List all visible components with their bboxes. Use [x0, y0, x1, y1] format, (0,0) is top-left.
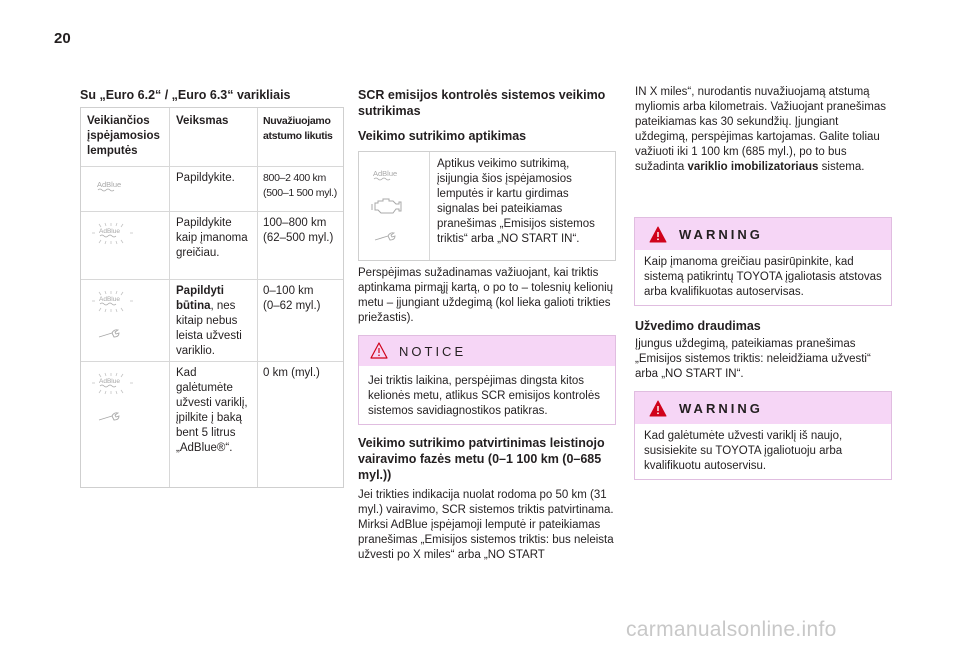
table-row-1-distance-km: 800–2 400 km — [263, 172, 326, 184]
adblue-icon — [371, 168, 405, 187]
adblue-blinking-icon — [91, 372, 135, 401]
table-header-distance: Nuvažiuojamo atstumo likutis — [263, 115, 333, 142]
warning-1-title: WARNING — [679, 227, 763, 242]
warning-box-2 — [634, 391, 892, 480]
right-paragraph-2: Įjungus uždegimą, pateikiamas pranešimas „Emisijos sistemos triktis: neleidžiama užvesti“ arba „NO START IN“. — [635, 338, 871, 380]
adblue-blinking-icon — [91, 290, 135, 319]
table-row-1-distance-mi: (500–1 500 myl.) — [263, 187, 337, 199]
table-row-3-action: Papildyti būtina, nes kitaip nebus leista užvesti variklio. — [176, 285, 242, 357]
fault-lights-box — [358, 151, 616, 261]
wrench-icon — [373, 230, 397, 248]
engine-check-icon — [371, 196, 403, 221]
notice-triangle-icon — [370, 342, 388, 364]
warning-lights-table — [80, 107, 344, 488]
confirmation-paragraph: Jei trikties indikacija nuolat rodoma po 50 km (31 myl.) vairavimo, SCR sistemos triktis patvirtinama. Mirksi AdBlue įspėjamoji lemputė ir pateikiamas pranešimas „Emisijos sistemos triktis: bus neleista užvesti po X miles“ arba „NO START — [358, 489, 614, 561]
right-paragraph-1: IN X miles“, nurodantis nuvažiuojamą atstumą myliomis arba kilometrais. Važiuojant pranešimas pateikiamas kas 30 sekundžių. Įjungiant uždegimą, perspėjimas kartojamas. Galite toliau važiuoti iki 1 100 km (685 myl.), po to bus sužadinta variklio imobilizatoriaus sistema. — [635, 86, 886, 173]
warning-triangle-icon — [649, 400, 667, 422]
table-row-2-action: Papildykite kaip įmanoma greičiau. — [176, 217, 248, 259]
adblue-icon — [95, 179, 129, 198]
warning-2-text: Kad galėtumėte užvesti variklį iš naujo, susisiekite su TOYOTA įgaliotuoju arba kvalifikuotu autoservisu. — [644, 430, 843, 472]
fault-detection-subheading: Veikimo sutrikimo aptikimas — [358, 129, 527, 143]
warning-1-text: Kaip įmanoma greičiau pasirūpinkite, kad sistemą patikrintų TOYOTA įgaliotasis atstovas arba kvalifikuotas autoservisas. — [644, 256, 882, 298]
svg-text:AdBlue: AdBlue — [373, 169, 398, 178]
table-row-4-distance: 0 km (myl.) — [263, 367, 320, 379]
watermark: carmanualsonline.info — [626, 618, 837, 641]
svg-text:AdBlue: AdBlue — [99, 228, 120, 235]
page-number: 20 — [54, 30, 71, 47]
scr-fault-heading: SCR emisijos kontrolės sistemos veikimo sutrikimas — [358, 88, 606, 118]
svg-text:AdBlue: AdBlue — [99, 296, 120, 303]
start-block-heading: Užvedimo draudimas — [635, 319, 761, 333]
wrench-icon — [97, 410, 121, 428]
fault-box-text: Aptikus veikimo sutrikimą, įsijungia šios įspėjamosios lemputės ir kartu girdimas signalas bei pateikiamas pranešimas „Emisijos sistemos triktis“ arba „NO START IN“. — [437, 158, 595, 245]
table-header-lights: Veikiančios įspėjamosios lemputės — [87, 115, 160, 157]
svg-text:AdBlue: AdBlue — [99, 378, 120, 385]
svg-text:AdBlue: AdBlue — [97, 180, 122, 189]
fault-paragraph: Perspėjimas sužadinamas važiuojant, kai triktis aptinkama pirmąjį kartą, o po to – tolesnių kelionių metu – įjungiant uždegimą (kol lieka galioti trikties priežastis). — [358, 267, 614, 324]
notice-title: NOTICE — [399, 344, 467, 359]
warning-2-title: WARNING — [679, 401, 763, 416]
table-row-2-distance-mi: (62–500 myl.) — [263, 232, 334, 244]
table-header-action: Veiksmas — [176, 115, 229, 127]
confirmation-heading: Veikimo sutrikimo patvirtinimas leistinojo vairavimo fazės metu (0–1 100 km (0–685 myl.)) — [358, 436, 605, 482]
table-row-1-action: Papildykite. — [176, 172, 235, 184]
notice-text: Jei triktis laikina, perspėjimas dingsta kitos kelionės metu, atlikus SCR emisijos kontrolės sistemos savidiagnostikos patikras. — [368, 375, 601, 417]
section-heading-euro: Su „Euro 6.2“ / „Euro 6.3“ varikliais — [80, 88, 291, 102]
warning-box-1 — [634, 217, 892, 306]
table-row-3-distance-mi: (0–62 myl.) — [263, 300, 321, 312]
table-row-3-distance-km: 0–100 km — [263, 285, 314, 297]
notice-box — [358, 335, 616, 425]
adblue-blinking-icon — [91, 222, 135, 251]
table-row-4-action: Kad galėtumėte užvesti variklį, įpilkite į baką bent 5 litrus „AdBlue®“. — [176, 367, 248, 454]
warning-triangle-icon — [649, 226, 667, 248]
table-row-2-distance-km: 100–800 km — [263, 217, 327, 229]
wrench-icon — [97, 327, 121, 345]
